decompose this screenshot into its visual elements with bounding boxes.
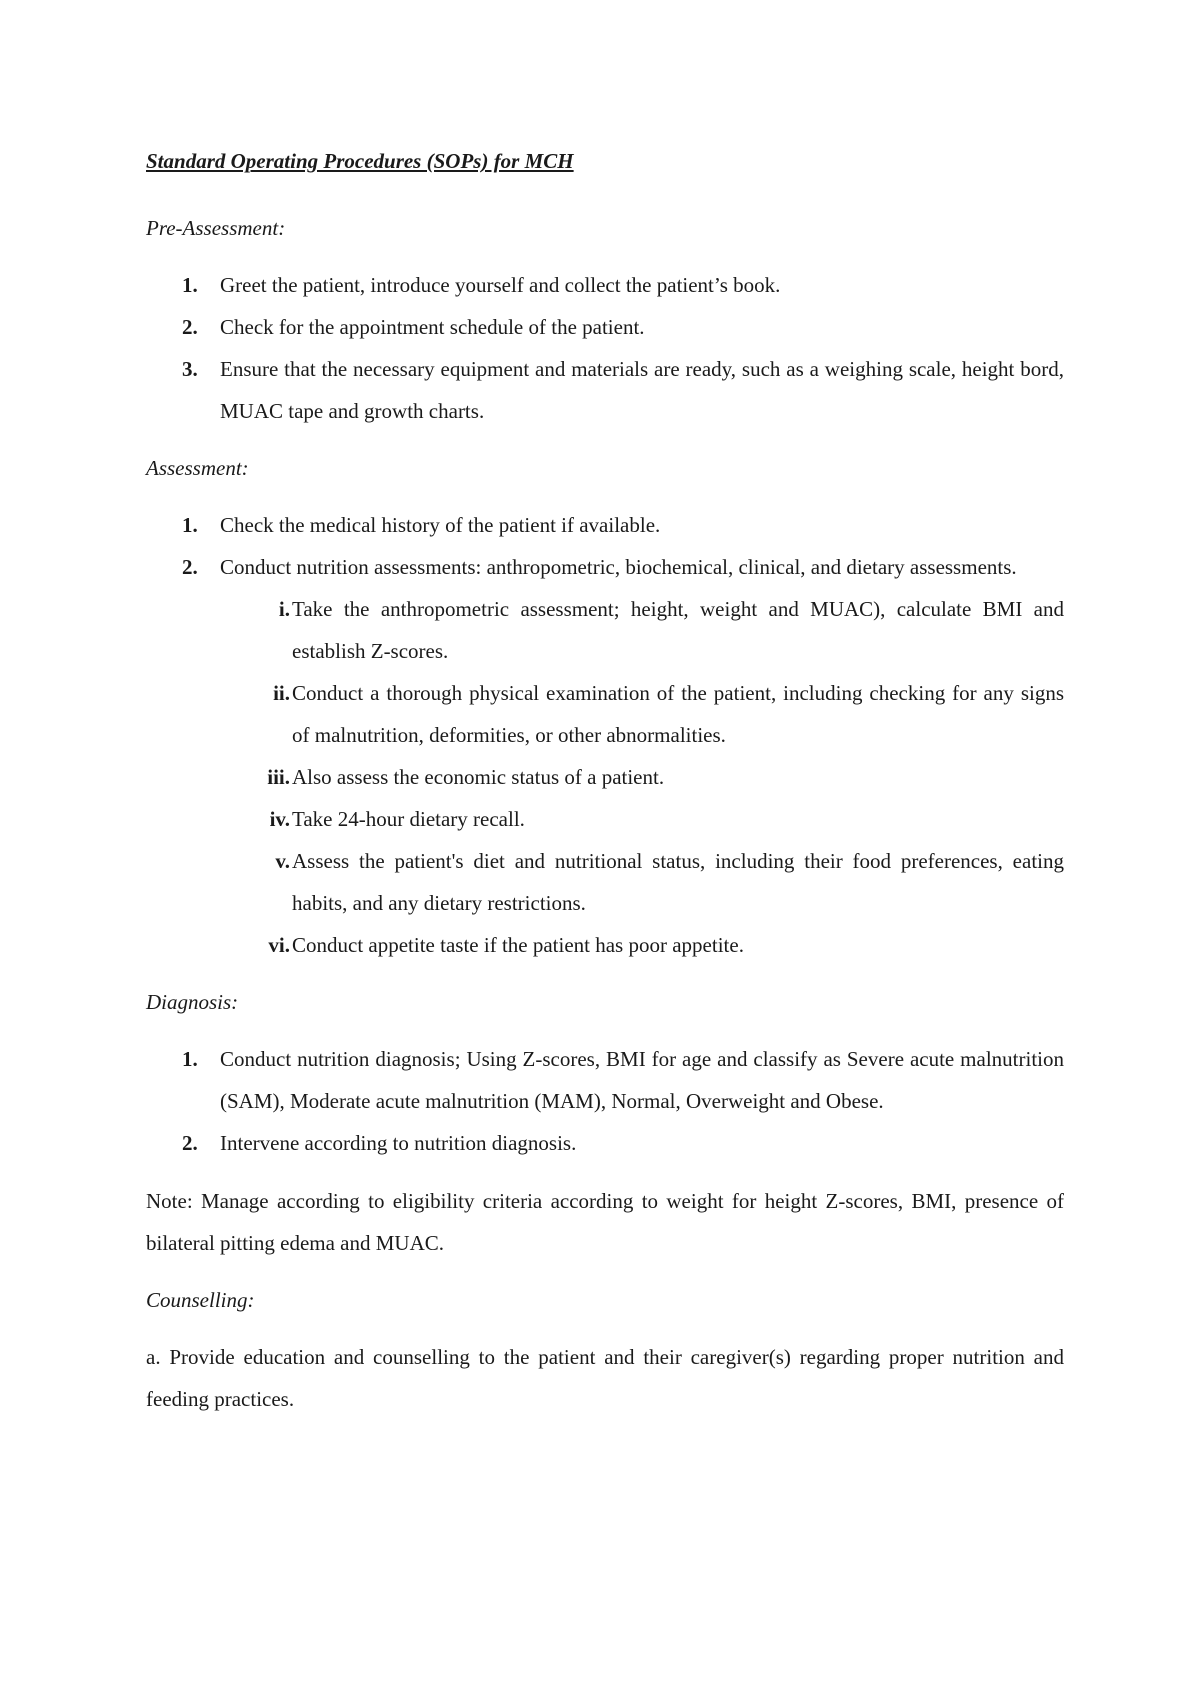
- item-text: Check the medical history of the patient if available.: [220, 513, 661, 537]
- sub-list-item: [146, 840, 1064, 924]
- list-item: [146, 546, 1064, 966]
- sub-item-number: i.: [278, 597, 290, 621]
- sub-item-number: v.: [275, 849, 290, 873]
- diagnosis-list: [146, 1038, 1064, 1164]
- diagnosis-heading: Diagnosis:: [146, 990, 239, 1014]
- list-item: [146, 264, 1064, 306]
- item-number: 1.: [182, 1047, 198, 1071]
- sub-item-text: Take the anthropometric assessment; height, weight and MUAC), calculate BMI and establish Z-scores.: [292, 597, 1064, 663]
- sub-item-text: Take 24-hour dietary recall.: [292, 807, 525, 831]
- sub-item-number: vi.: [268, 933, 290, 957]
- sub-item-number: ii.: [273, 681, 290, 705]
- sub-list-item: [146, 798, 1064, 840]
- sub-list-item: [146, 924, 1064, 966]
- list-item: [146, 306, 1064, 348]
- item-number: 1.: [182, 513, 198, 537]
- item-text: Ensure that the necessary equipment and materials are ready, such as a weighing scale, height bord, MUAC tape and growth charts.: [220, 357, 1064, 423]
- item-number: 1.: [182, 273, 198, 297]
- list-item: [146, 1038, 1064, 1122]
- item-text: Intervene according to nutrition diagnosis.: [220, 1131, 577, 1155]
- list-item: [146, 504, 1064, 546]
- item-number: 2.: [182, 555, 198, 579]
- item-text: Conduct nutrition diagnosis; Using Z-scores, BMI for age and classify as Severe acute malnutrition (SAM), Moderate acute malnutrition (MAM), Normal, Overweight and Obese.: [220, 1047, 1064, 1113]
- item-text: Greet the patient, introduce yourself and collect the patient’s book.: [220, 273, 781, 297]
- sub-item-text: Also assess the economic status of a patient.: [292, 765, 665, 789]
- item-number: 2.: [182, 1131, 198, 1155]
- sub-item-text: Conduct a thorough physical examination of the patient, including checking for any signs of malnutrition, deformities, or other abnormalities.: [292, 681, 1064, 747]
- counselling-heading: Counselling:: [146, 1288, 255, 1312]
- pre-assessment-heading: Pre-Assessment:: [146, 216, 286, 240]
- item-number: 3.: [182, 357, 198, 381]
- sub-item-text: Assess the patient's diet and nutritional status, including their food preferences, eating habits, and any dietary restrictions.: [292, 849, 1064, 915]
- counselling-paragraph: a. Provide education and counselling to the patient and their caregiver(s) regarding proper nutrition and feeding practices.: [146, 1345, 1064, 1411]
- note-paragraph: Note: Manage according to eligibility criteria according to weight for height Z-scores, BMI, presence of bilateral pitting edema and MUAC.: [146, 1189, 1064, 1255]
- assessment-heading: Assessment:: [146, 456, 249, 480]
- list-item: [146, 348, 1064, 432]
- sub-list-item: [146, 756, 1064, 798]
- item-text: Conduct nutrition assessments: anthropometric, biochemical, clinical, and dietary assessments.: [220, 555, 1017, 579]
- sub-list-item: [146, 672, 1064, 756]
- pre-assessment-list: [146, 264, 1064, 432]
- assessment-sub-list: [220, 588, 1064, 966]
- item-number: 2.: [182, 315, 198, 339]
- sub-item-number: iii.: [267, 765, 290, 789]
- sub-item-text: Conduct appetite taste if the patient has poor appetite.: [292, 933, 744, 957]
- list-item: [146, 1122, 1064, 1164]
- document-body: [146, 140, 1064, 1420]
- document-title: Standard Operating Procedures (SOPs) for MCH: [146, 149, 574, 173]
- item-text: Check for the appointment schedule of the patient.: [220, 315, 645, 339]
- sub-list-item: [146, 588, 1064, 672]
- assessment-list: [146, 504, 1064, 966]
- sub-item-number: iv.: [269, 807, 290, 831]
